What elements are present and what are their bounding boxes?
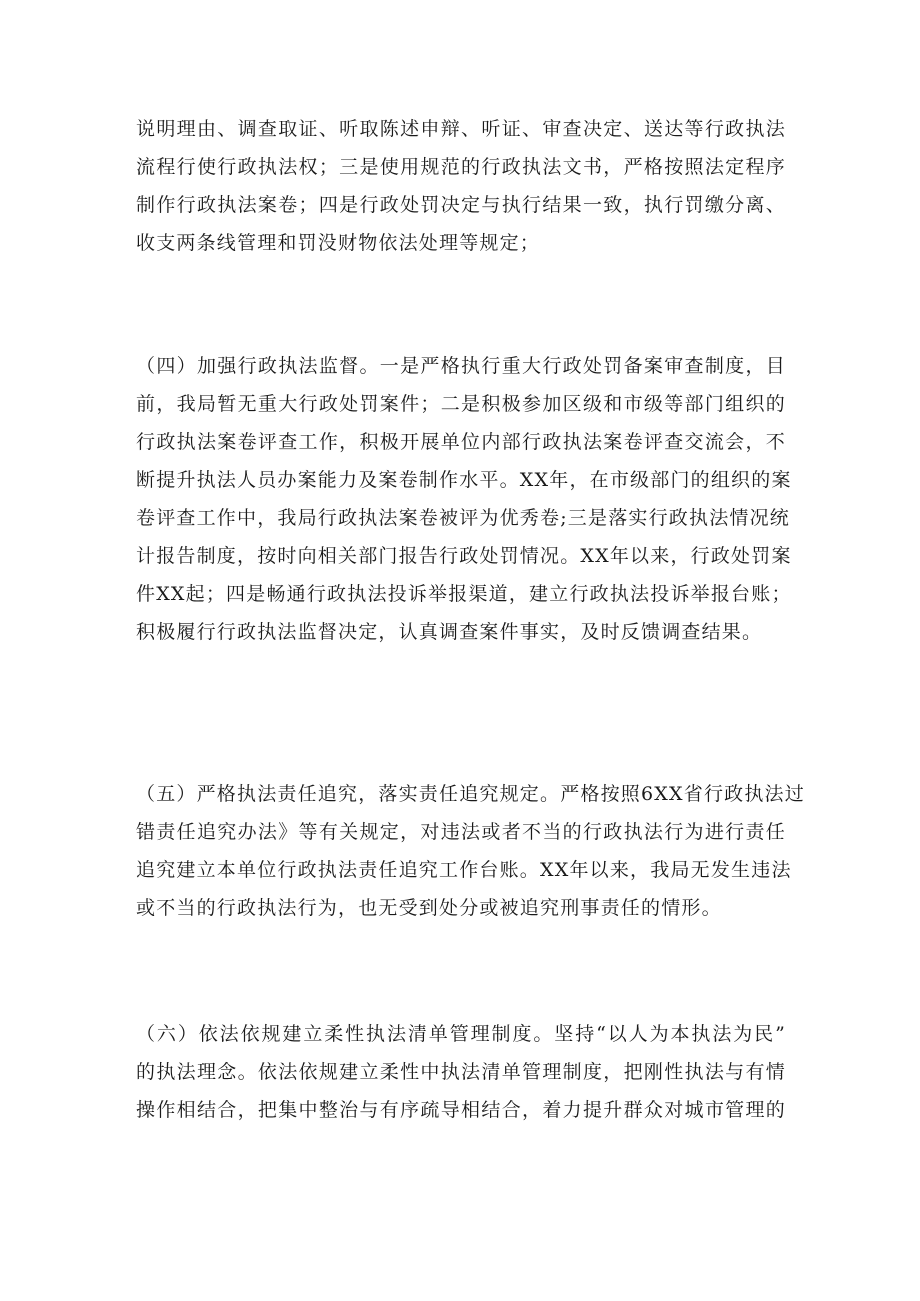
text-line: 卷评查工作中，我局行政执法案卷被评为优秀卷;三是落实行政执法情况统 <box>136 507 791 529</box>
paragraph-supervision <box>136 347 792 651</box>
text-line: 制作行政执法案卷；四是行政处罚决定与执行结果一致，执行罚缴分离、 <box>136 194 786 216</box>
text-line: 断提升执法人员办案能力及案卷制作水平。XX年，在市级部门的组织的案 <box>136 469 792 491</box>
text-line: （五）严格执法责任追究，落实责任追究规定。严格按照6XX省行政执法过 <box>136 783 805 805</box>
text-line: 说明理由、调查取证、听取陈述申辩、听证、审查决定、送达等行政执法 <box>136 118 786 140</box>
text-line: 流程行使行政执法权；三是使用规范的行政执法文书，严格按照法定程序 <box>136 156 786 178</box>
text-line: 行政执法案卷评查工作，积极开展单位内部行政执法案卷评查交流会，不 <box>136 431 786 453</box>
text-line: （四）加强行政执法监督。一是严格执行重大行政处罚备案审查制度，目 <box>136 355 786 377</box>
paragraph-flexible-enforcement <box>136 1015 786 1129</box>
text-line: 前，我局暂无重大行政处罚案件；二是积极参加区级和市级等部门组织的 <box>136 393 786 415</box>
paragraph-accountability <box>136 775 805 927</box>
text-line: （六）依法依规建立柔性执法清单管理制度。坚持“以人为本执法为民” <box>136 1023 786 1045</box>
text-line: 收支两条线管理和罚没财物依法处理等规定； <box>136 232 541 254</box>
text-line: 件XX起；四是畅通行政执法投诉举报渠道，建立行政执法投诉举报台账； <box>136 583 792 605</box>
text-line: 错责任追究办法》等有关规定，对违法或者不当的行政执法行为进行责任 <box>136 821 786 843</box>
text-line: 追究建立本单位行政执法责任追究工作台账。XX年以来，我局无发生违法 <box>136 859 792 881</box>
paragraph-procedure <box>136 110 786 262</box>
text-line: 积极履行行政执法监督决定，认真调查案件事实，及时反馈调查结果。 <box>136 621 763 643</box>
text-line: 操作相结合，把集中整治与有序疏导相结合，着力提升群众对城市管理的 <box>136 1099 786 1121</box>
text-line: 计报告制度，按时向相关部门报告行政处罚情况。XX年以来，行政处罚案 <box>136 545 792 567</box>
text-line: 或不当的行政执法行为，也无受到处分或被追究刑事责任的情形。 <box>136 897 722 919</box>
text-line: 的执法理念。依法依规建立柔性中执法清单管理制度，把刚性执法与有情 <box>136 1061 786 1083</box>
